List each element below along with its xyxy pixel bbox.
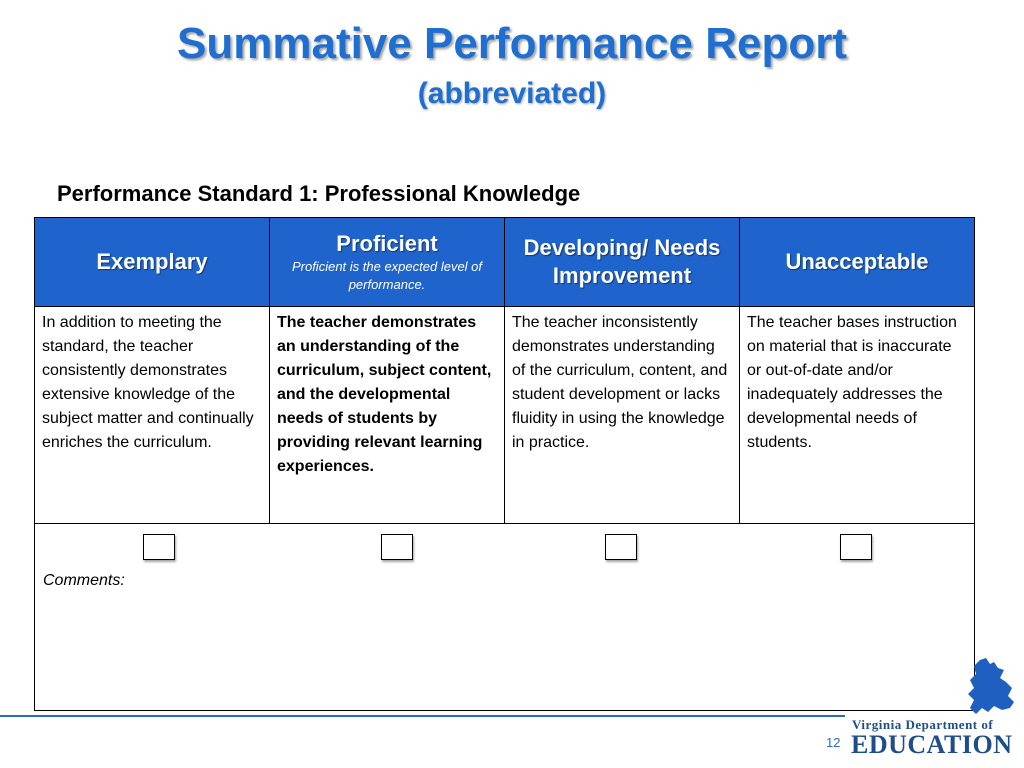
checkbox-unacceptable[interactable] [840, 534, 872, 560]
selection-and-comments [35, 524, 975, 711]
rubric-header-row [35, 218, 975, 307]
header-proficient-note: Proficient is the expected level of performance. [291, 259, 483, 292]
desc-unacceptable: The teacher bases instruction on material that is inaccurate or out-of-date and/or inadequately addresses the developmental needs of students. [740, 307, 975, 524]
rubric-selection-row [35, 524, 975, 711]
header-proficient [270, 218, 505, 307]
header-unacceptable [740, 218, 975, 307]
checkbox-exemplary[interactable] [143, 534, 175, 560]
virginia-state-logo-icon [960, 658, 1020, 716]
desc-proficient: The teacher demonstrates an understanding of the curriculum, subject content, and the developmental needs of students by providing relevant learning experiences. [270, 307, 505, 524]
header-exemplary-label: Exemplary [96, 249, 208, 274]
standard-heading: Performance Standard 1: Professional Knowledge [57, 181, 581, 206]
rubric-table [34, 217, 975, 711]
comments-label: Comments: [43, 572, 125, 589]
checkbox-proficient[interactable] [381, 534, 413, 560]
header-developing [505, 218, 740, 307]
footer-rule [0, 715, 845, 717]
page-subtitle: (abbreviated) [417, 77, 607, 110]
desc-developing: The teacher inconsistently demonstrates understanding of the curriculum, content, and student development or lacks fluidity in using the knowledge in practice. [505, 307, 740, 524]
page-title: Summative Performance Report [177, 19, 847, 68]
header-exemplary [35, 218, 270, 307]
logo-line-2: EDUCATION [851, 730, 1013, 759]
header-proficient-label: Proficient [336, 231, 438, 256]
checkbox-developing[interactable] [605, 534, 637, 560]
rubric-description-row [35, 307, 975, 524]
desc-exemplary: In addition to meeting the standard, the teacher consistently demonstrates extensive knowledge of the subject matter and continually enriches the curriculum. [35, 307, 270, 524]
header-unacceptable-label: Unacceptable [785, 249, 929, 274]
header-developing-label: Developing/ Needs Improvement [523, 235, 721, 288]
logo-line-1: Virginia Department of [852, 717, 994, 732]
page-number: 12 [826, 735, 841, 750]
